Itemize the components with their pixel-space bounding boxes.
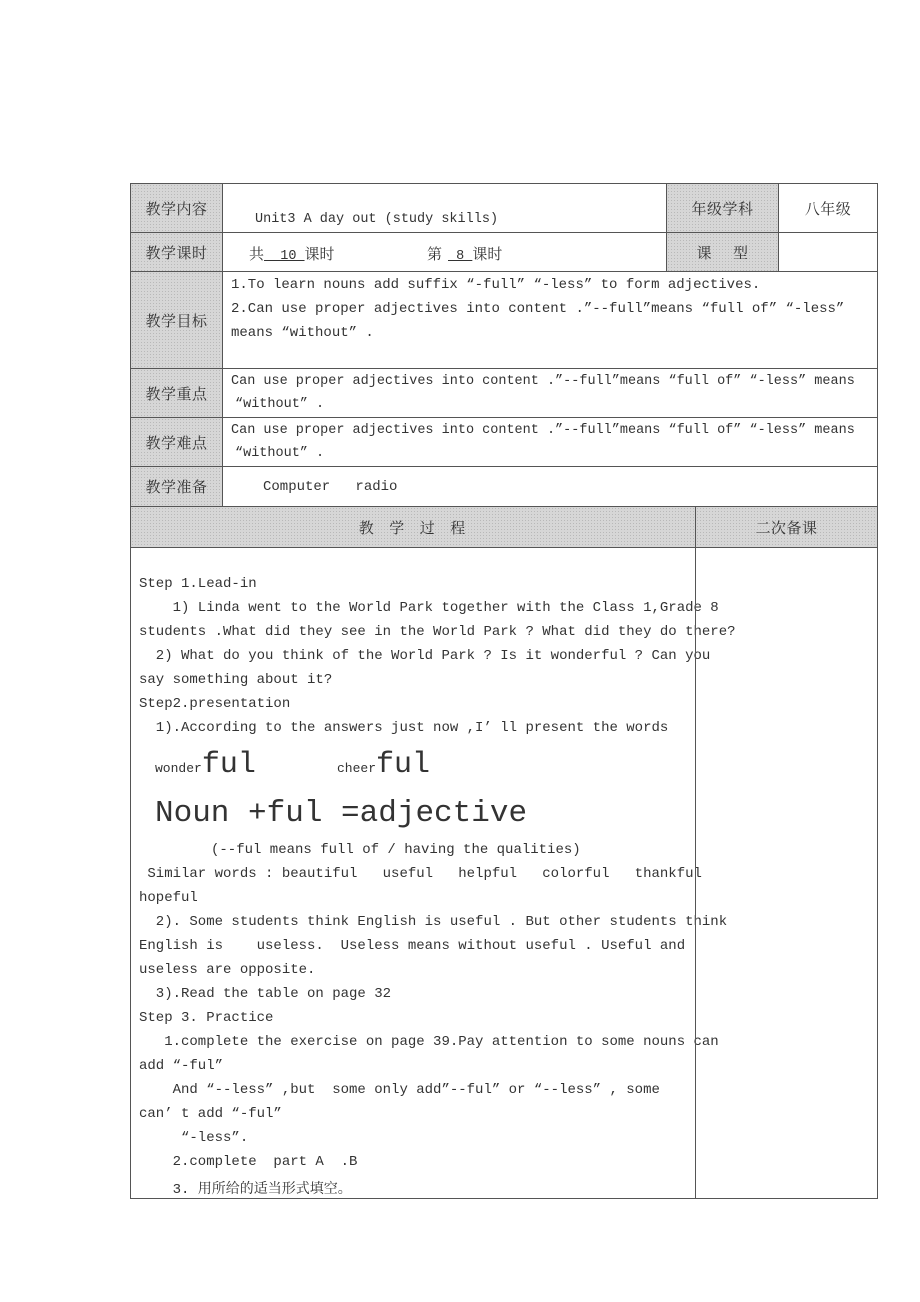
process-line: useless are opposite. <box>139 962 316 978</box>
process-header-cell <box>130 506 696 548</box>
hours-total-prefix: 共 <box>249 245 265 263</box>
example-suffix: ful <box>376 748 431 782</box>
process-line: 1) Linda went to the World Park together with the Class 1,Grade 8 <box>139 600 719 616</box>
process-line: Similar words : beautiful useful helpful colorful thankful <box>139 866 702 882</box>
notes-header: 二次备课 <box>755 518 818 537</box>
grade-subject-value: 八年级 <box>804 199 852 218</box>
notes-body-cell <box>695 547 878 1199</box>
objectives-value-cell <box>222 271 878 369</box>
hours-current-suffix: 课时 <box>472 245 503 263</box>
preparation-value: Computer radio <box>263 479 398 495</box>
process-line: English is useless. Useless means without useful . Useful and <box>139 938 686 954</box>
difficulties-label: 教学难点 <box>145 433 208 452</box>
difficulties-label-cell <box>130 417 223 467</box>
process-line: add “-ful” <box>139 1058 224 1074</box>
key-points-label: 教学重点 <box>145 384 208 403</box>
hours-label-cell <box>130 232 223 272</box>
hours-total-suffix: 课时 <box>304 245 335 263</box>
difficulties-line: “without” . <box>235 446 325 461</box>
process-line: 2) What do you think of the World Park ? Is it wonderful ? Can you <box>139 648 711 664</box>
example-word-cheerful <box>337 748 430 782</box>
objective-line <box>231 301 869 317</box>
preparation-value-cell <box>222 466 878 507</box>
process-line: Step 3. Practice <box>139 1010 274 1026</box>
objectives-label: 教学目标 <box>145 311 208 330</box>
grade-subject-label-cell <box>666 183 779 233</box>
objectives-label-cell <box>130 271 223 369</box>
grade-subject-label: 年级学科 <box>691 199 754 218</box>
example-word-wonderful <box>155 748 256 782</box>
process-line: students .What did they see in the World Park ? What did they do there? <box>139 624 736 640</box>
objective-line: 1.To learn nouns add suffix “-full” “-less” to form adjectives. <box>231 277 761 293</box>
grade-subject-value-cell <box>778 183 878 233</box>
process-line: 1.complete the exercise on page 39.Pay attention to some nouns can <box>139 1034 719 1050</box>
process-line: “-less”. <box>139 1130 249 1146</box>
process-line: can’ t add “-ful” <box>139 1106 282 1122</box>
lesson-type-value-cell <box>778 232 878 272</box>
hours-value-cell <box>222 232 667 272</box>
hours-current-value: 8 <box>448 249 473 264</box>
example-suffix: ful <box>201 748 256 782</box>
process-line: Step2.presentation <box>139 696 291 712</box>
hours-current <box>427 243 502 264</box>
content-label: 教学内容 <box>145 199 208 218</box>
process-body-cell <box>130 547 736 1199</box>
hours-total <box>249 243 335 264</box>
example-prefix: cheer <box>337 761 377 776</box>
process-line: 2.complete part A .B <box>139 1154 358 1170</box>
formula-note: (--ful means full of / having the qualities) <box>211 842 581 858</box>
key-points-value-cell <box>222 368 878 418</box>
difficulties-value-cell <box>222 417 878 467</box>
process-line: say something about it? <box>139 672 333 688</box>
hours-label: 教学课时 <box>145 243 208 262</box>
notes-header-cell <box>695 506 878 548</box>
content-label-cell <box>130 183 223 233</box>
key-points-label-cell <box>130 368 223 418</box>
formula: Noun +ful =adjective <box>155 796 528 831</box>
process-line: hopeful <box>139 890 198 906</box>
process-header: 教 学 过 程 <box>358 518 468 537</box>
content-value: Unit3 A day out (study skills) <box>255 212 499 227</box>
process-line: 3. 用所给的适当形式填空。 <box>139 1182 352 1198</box>
lesson-type-label-cell <box>666 232 779 272</box>
difficulties-line: Can use proper adjectives into content .”--full”means “full of” “-less” means <box>231 423 855 438</box>
preparation-label: 教学准备 <box>145 478 208 496</box>
key-points-line: Can use proper adjectives into content .”--full”means “full of” “-less” means <box>231 374 855 389</box>
process-line: And “--less” ,but some only add”--ful” or “--less” , some <box>139 1082 660 1098</box>
objective-line-text: 2.Can use proper adjectives into content .”--full”means “full of” “-less” <box>231 301 845 317</box>
example-prefix: wonder <box>155 761 202 776</box>
preparation-label-cell <box>130 466 223 507</box>
key-points-line: “without” . <box>235 397 325 412</box>
process-line: Step 1.Lead-in <box>139 576 257 592</box>
lesson-type-label: 课 型 <box>696 243 749 262</box>
process-line: 3).Read the table on page 32 <box>139 986 392 1002</box>
process-line: 2). Some students think English is useful . But other students think <box>139 914 728 930</box>
process-line: 1).According to the answers just now ,I’ ll present the words <box>139 720 669 736</box>
hours-current-prefix: 第 <box>427 245 443 263</box>
objective-line: means “without” . <box>231 325 374 341</box>
hours-total-value: 10 <box>264 249 305 264</box>
content-value-cell <box>222 183 667 233</box>
